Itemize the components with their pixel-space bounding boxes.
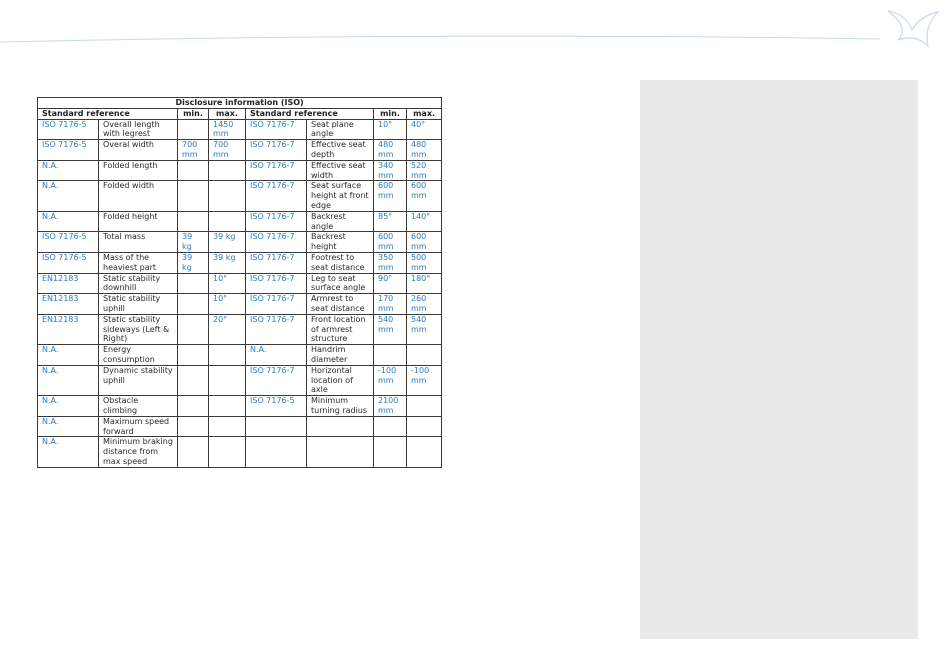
description-right-cell: Footrest to seat distance — [307, 252, 374, 273]
standard-ref-right-cell: ISO 7176-5 — [246, 396, 307, 417]
max-left-cell: 1450 mm — [209, 119, 246, 140]
max-right-cell: 140° — [407, 211, 442, 232]
min-left-cell — [178, 314, 209, 344]
max-left-cell: 20° — [209, 314, 246, 344]
description-right-cell — [307, 416, 374, 437]
header-max-right: max. — [407, 108, 442, 119]
max-right-cell: 520 mm — [407, 160, 442, 181]
header-standard-reference-left: Standard reference — [38, 108, 178, 119]
header-standard-reference-right: Standard reference — [246, 108, 374, 119]
max-left-cell — [209, 345, 246, 366]
min-left-cell: 39 kg — [178, 232, 209, 253]
description-right-cell: Backrest angle — [307, 211, 374, 232]
min-right-cell: 170 mm — [374, 294, 407, 315]
standard-ref-left-cell: N.A. — [38, 181, 99, 211]
description-left-cell: Energy consumption — [99, 345, 178, 366]
min-right-cell: 340 mm — [374, 160, 407, 181]
table-row — [38, 437, 442, 467]
table-row — [38, 416, 442, 437]
standard-ref-left-cell: ISO 7176-5 — [38, 252, 99, 273]
min-left-cell — [178, 181, 209, 211]
min-left-cell — [178, 211, 209, 232]
min-right-cell: -100 mm — [374, 365, 407, 395]
min-left-cell — [178, 294, 209, 315]
min-left-cell — [178, 437, 209, 467]
max-left-cell — [209, 416, 246, 437]
standard-ref-right-cell: ISO 7176-7 — [246, 119, 307, 140]
max-right-cell: 540 mm — [407, 314, 442, 344]
description-right-cell: Horizontal location of axle — [307, 365, 374, 395]
description-right-cell: Backrest height — [307, 232, 374, 253]
header-min-left: min. — [178, 108, 209, 119]
max-right-cell: 600 mm — [407, 232, 442, 253]
min-right-cell: 350 mm — [374, 252, 407, 273]
header-curve — [0, 0, 950, 60]
description-right-cell: Handrim diameter — [307, 345, 374, 366]
table-title: Disclosure information (ISO) — [38, 98, 442, 109]
max-right-cell: 600 mm — [407, 181, 442, 211]
table-row — [38, 294, 442, 315]
description-right-cell: Armrest to seat distance — [307, 294, 374, 315]
description-right-cell: Effective seat width — [307, 160, 374, 181]
min-right-cell: 540 mm — [374, 314, 407, 344]
max-right-cell: 180° — [407, 273, 442, 294]
max-right-cell — [407, 396, 442, 417]
min-right-cell: 600 mm — [374, 232, 407, 253]
standard-ref-left-cell: N.A. — [38, 211, 99, 232]
standard-ref-left-cell: N.A. — [38, 437, 99, 467]
description-right-cell: Effective seat depth — [307, 140, 374, 161]
description-left-cell: Obstacle climbing — [99, 396, 178, 417]
standard-ref-right-cell: ISO 7176-7 — [246, 314, 307, 344]
min-left-cell: 700 mm — [178, 140, 209, 161]
table-row — [38, 211, 442, 232]
max-right-cell: 40° — [407, 119, 442, 140]
description-left-cell: Overall length with legrest — [99, 119, 178, 140]
table-row — [38, 140, 442, 161]
description-right-cell — [307, 437, 374, 467]
min-left-cell — [178, 416, 209, 437]
max-left-cell — [209, 211, 246, 232]
min-left-cell — [178, 345, 209, 366]
min-right-cell: 600 mm — [374, 181, 407, 211]
standard-ref-right-cell: ISO 7176-7 — [246, 181, 307, 211]
min-right-cell — [374, 345, 407, 366]
max-left-cell: 700 mm — [209, 140, 246, 161]
table-row — [38, 365, 442, 395]
min-right-cell: 480 mm — [374, 140, 407, 161]
header-max-left: max. — [209, 108, 246, 119]
standard-ref-left-cell: N.A. — [38, 416, 99, 437]
standard-ref-right-cell: ISO 7176-7 — [246, 232, 307, 253]
description-left-cell: Overal width — [99, 140, 178, 161]
description-left-cell: Folded width — [99, 181, 178, 211]
description-left-cell: Folded length — [99, 160, 178, 181]
description-left-cell: Static stability sideways (Left & Right) — [99, 314, 178, 344]
table-row — [38, 232, 442, 253]
standard-ref-left-cell: EN12183 — [38, 273, 99, 294]
standard-ref-right-cell: ISO 7176-7 — [246, 252, 307, 273]
max-left-cell — [209, 160, 246, 181]
bird-logo-icon — [888, 11, 938, 46]
min-left-cell: 39 kg — [178, 252, 209, 273]
description-left-cell: Minimum braking distance from max speed — [99, 437, 178, 467]
table-row — [38, 345, 442, 366]
table-row — [38, 119, 442, 140]
max-left-cell: 10° — [209, 273, 246, 294]
standard-ref-right-cell: ISO 7176-7 — [246, 140, 307, 161]
max-left-cell: 39 kg — [209, 232, 246, 253]
min-right-cell — [374, 416, 407, 437]
standard-ref-left-cell: EN12183 — [38, 314, 99, 344]
standard-ref-left-cell: ISO 7176-5 — [38, 232, 99, 253]
standard-ref-left-cell: ISO 7176-5 — [38, 119, 99, 140]
standard-ref-right-cell: ISO 7176-7 — [246, 365, 307, 395]
min-left-cell — [178, 396, 209, 417]
standard-ref-right-cell — [246, 437, 307, 467]
min-right-cell: 10° — [374, 119, 407, 140]
description-right-cell: Seat plane angle — [307, 119, 374, 140]
min-left-cell — [178, 273, 209, 294]
min-right-cell: 85° — [374, 211, 407, 232]
standard-ref-left-cell: N.A. — [38, 160, 99, 181]
header-min-right: min. — [374, 108, 407, 119]
description-left-cell: Mass of the heaviest part — [99, 252, 178, 273]
min-left-cell — [178, 119, 209, 140]
min-right-cell — [374, 437, 407, 467]
standard-ref-left-cell: N.A. — [38, 365, 99, 395]
max-left-cell — [209, 181, 246, 211]
max-right-cell — [407, 416, 442, 437]
standard-ref-left-cell: N.A. — [38, 345, 99, 366]
standard-ref-right-cell: ISO 7176-7 — [246, 211, 307, 232]
side-panel — [640, 80, 918, 639]
max-left-cell: 39 kg — [209, 252, 246, 273]
table-row — [38, 252, 442, 273]
description-left-cell: Static stability uphill — [99, 294, 178, 315]
description-right-cell: Seat surface height at front edge — [307, 181, 374, 211]
description-left-cell: Total mass — [99, 232, 178, 253]
min-right-cell: 90° — [374, 273, 407, 294]
min-left-cell — [178, 365, 209, 395]
description-left-cell: Folded height — [99, 211, 178, 232]
max-left-cell: 10° — [209, 294, 246, 315]
standard-ref-right-cell: ISO 7176-7 — [246, 273, 307, 294]
table-row — [38, 396, 442, 417]
description-left-cell: Dynamic stability uphill — [99, 365, 178, 395]
description-left-cell: Static stability downhill — [99, 273, 178, 294]
max-right-cell — [407, 437, 442, 467]
description-right-cell: Minimum turning radius — [307, 396, 374, 417]
table-row — [38, 160, 442, 181]
standard-ref-right-cell: ISO 7176-7 — [246, 160, 307, 181]
table-row — [38, 273, 442, 294]
description-right-cell: Leg to seat surface angle — [307, 273, 374, 294]
max-right-cell: -100 mm — [407, 365, 442, 395]
table-row — [38, 181, 442, 211]
max-right-cell: 480 mm — [407, 140, 442, 161]
standard-ref-left-cell: N.A. — [38, 396, 99, 417]
standard-ref-right-cell: N.A. — [246, 345, 307, 366]
table-row — [38, 314, 442, 344]
max-right-cell: 500 mm — [407, 252, 442, 273]
description-left-cell: Maximum speed forward — [99, 416, 178, 437]
standard-ref-left-cell: ISO 7176-5 — [38, 140, 99, 161]
disclosure-table — [37, 97, 442, 468]
standard-ref-right-cell — [246, 416, 307, 437]
table-body — [38, 119, 442, 467]
description-right-cell: Front location of armrest structure — [307, 314, 374, 344]
min-left-cell — [178, 160, 209, 181]
min-right-cell: 2100 mm — [374, 396, 407, 417]
max-left-cell — [209, 437, 246, 467]
max-left-cell — [209, 396, 246, 417]
max-left-cell — [209, 365, 246, 395]
max-right-cell: 260 mm — [407, 294, 442, 315]
standard-ref-left-cell: EN12183 — [38, 294, 99, 315]
standard-ref-right-cell: ISO 7176-7 — [246, 294, 307, 315]
max-right-cell — [407, 345, 442, 366]
